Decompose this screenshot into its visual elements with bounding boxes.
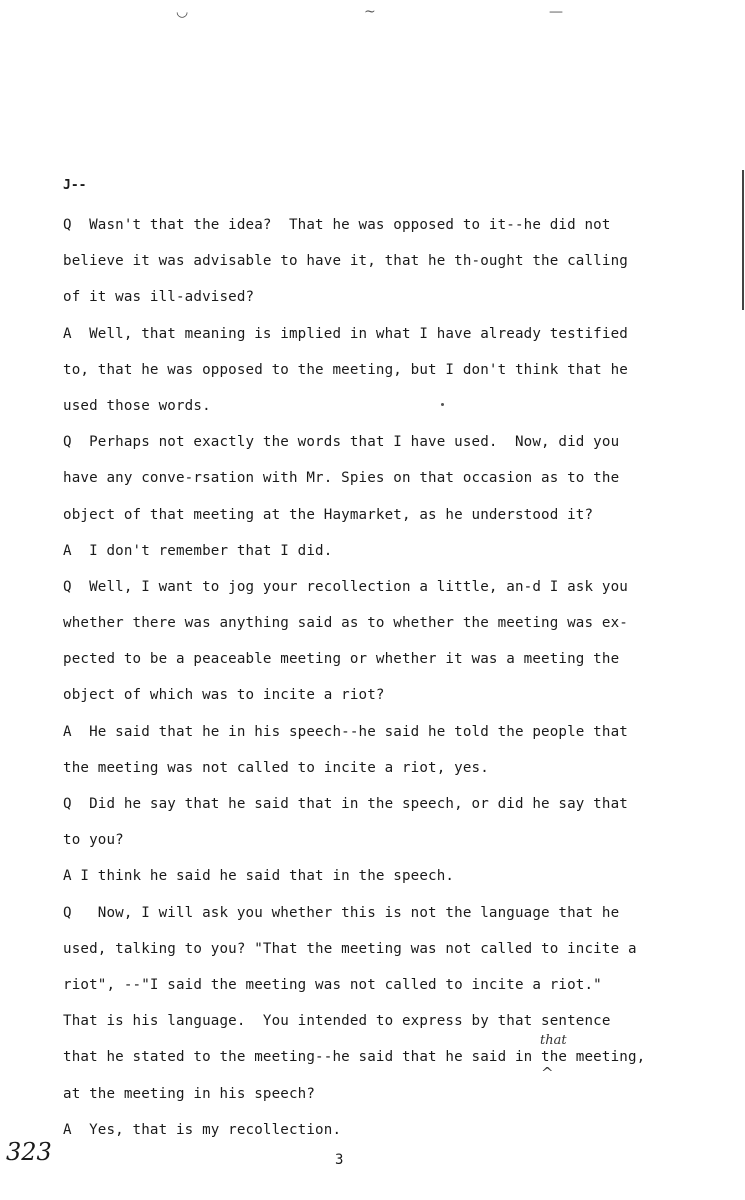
text-line: A I don't remember that I did. [63,542,333,559]
insertion-caret: ^ [541,1064,554,1082]
page-number: 3 [335,1152,344,1168]
text-line: of it was ill-advised? [63,289,255,306]
section-label: J-- [63,178,87,193]
text-line: Q Wasn't that the idea? That he was opposed to it--he did not [63,217,611,233]
text-line: to you? [63,832,124,849]
text-line: A I think he said he said that in the speech. [63,868,455,885]
text-line: Q Did he say that he said that in the speech, or did he say that [63,796,628,812]
text-line: A He said that he in his speech--he said he told the people that [63,723,628,740]
text-line: object of which was to incite a riot? [63,687,385,704]
text-line: Q Now, I will ask you whether this is not the language that he [63,904,620,921]
text-line: the meeting was not called to incite a riot, yes. [63,759,489,776]
text-line: pected to be a peaceable meeting or whether it was a meeting the [63,651,620,668]
text-line: believe it was advisable to have it, that he th-ought the calling [63,253,628,270]
text-line: Q Perhaps not exactly the words that I have used. Now, did you [63,434,620,451]
text-line: A Well, that meaning is implied in what I have already testified [63,325,628,342]
header-mark-2: ~ [364,4,376,20]
text-line: used those words. [63,397,211,414]
text-line: That is his language. You intended to express by that sentence [63,1013,611,1030]
text-line: A Yes, that is my recollection. [63,1121,342,1138]
text-line: that he stated to the meeting--he said that he said in the meeting, [63,1049,646,1066]
handwritten-page-number: 323 [6,1138,52,1166]
text-line: riot", --"I said the meeting was not called to incite a riot." [63,976,602,993]
ink-speck [441,403,444,406]
text-line: at the meeting in his speech? [63,1085,316,1102]
text-line: to, that he was opposed to the meeting, but I don't think that he [63,361,628,378]
header-mark-1: ◡ [176,4,189,20]
handwritten-insertion: that [540,1033,567,1048]
text-line: object of that meeting at the Haymarket, as he understood it? [63,506,594,523]
transcript-body [63,215,703,1156]
text-line: have any conve-rsation with Mr. Spies on that occasion as to the [63,470,620,487]
page-edge-line [742,170,744,310]
text-line: used, talking to you? "That the meeting was not called to incite a [63,940,637,957]
text-line: whether there was anything said as to whether the meeting was ex- [63,615,628,632]
text-line: Q Well, I want to jog your recollection a little, an-d I ask you [63,578,628,595]
header-mark-3: — [549,4,563,20]
